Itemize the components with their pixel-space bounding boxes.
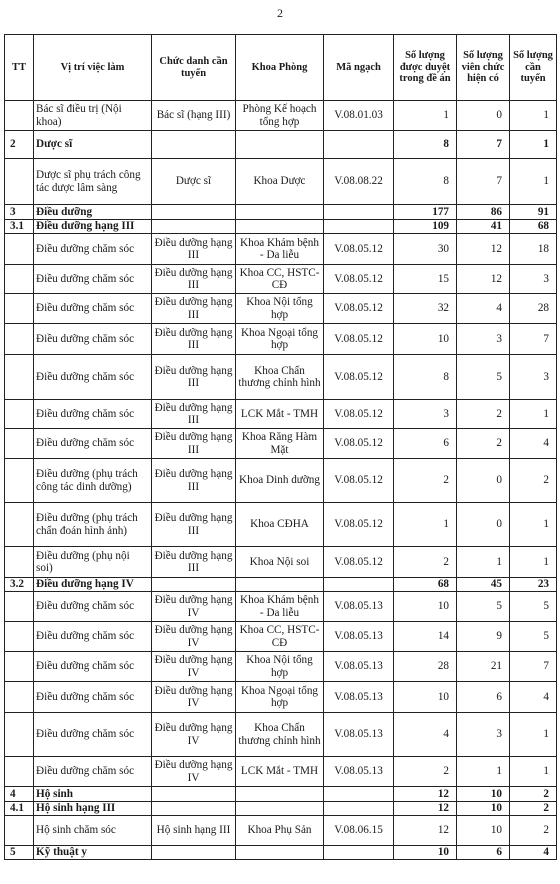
cell-tt bbox=[5, 159, 34, 205]
cell-title: Điều dưỡng hạng III bbox=[152, 265, 236, 294]
cell-current: 7 bbox=[457, 159, 510, 205]
cell-code: V.08.06.15 bbox=[324, 816, 394, 846]
cell-recruit: 1 bbox=[510, 713, 557, 757]
table-row bbox=[5, 622, 557, 652]
cell-current: 45 bbox=[457, 578, 510, 592]
table-row bbox=[5, 816, 557, 846]
cell-tt bbox=[5, 592, 34, 622]
cell-department: LCK Mắt - TMH bbox=[236, 757, 324, 787]
cell-title: Điều dưỡng hạng IV bbox=[152, 713, 236, 757]
cell-approved: 12 bbox=[394, 802, 457, 816]
table-row bbox=[5, 459, 557, 503]
cell-current: 3 bbox=[457, 713, 510, 757]
cell-tt bbox=[5, 429, 34, 459]
cell-department: Khoa Khám bệnh - Da liễu bbox=[236, 592, 324, 622]
cell-approved: 2 bbox=[394, 757, 457, 787]
cell-department: Khoa CC, HSTC-CĐ bbox=[236, 265, 324, 294]
cell-code bbox=[324, 846, 394, 860]
cell-code bbox=[324, 131, 394, 159]
cell-recruit: 23 bbox=[510, 578, 557, 592]
cell-department bbox=[236, 802, 324, 816]
cell-approved: 32 bbox=[394, 294, 457, 324]
cell-position: Bác sĩ điều trị (Nội khoa) bbox=[34, 101, 152, 131]
cell-tt bbox=[5, 355, 34, 400]
cell-recruit: 5 bbox=[510, 592, 557, 622]
cell-department: Khoa Chấn thương chỉnh hình bbox=[236, 355, 324, 400]
cell-tt: 3.1 bbox=[5, 220, 34, 234]
cell-approved: 1 bbox=[394, 503, 457, 547]
cell-code bbox=[324, 787, 394, 802]
cell-current: 41 bbox=[457, 220, 510, 234]
cell-tt bbox=[5, 682, 34, 713]
cell-title bbox=[152, 205, 236, 220]
cell-tt: 4.1 bbox=[5, 802, 34, 816]
cell-code: V.08.05.13 bbox=[324, 652, 394, 682]
table-header-row bbox=[5, 35, 557, 101]
cell-recruit: 1 bbox=[510, 547, 557, 578]
cell-code: V.08.05.12 bbox=[324, 503, 394, 547]
cell-tt bbox=[5, 265, 34, 294]
cell-title bbox=[152, 131, 236, 159]
table-row bbox=[5, 355, 557, 400]
cell-current: 2 bbox=[457, 429, 510, 459]
table-body bbox=[5, 101, 557, 860]
cell-tt bbox=[5, 547, 34, 578]
cell-current: 6 bbox=[457, 682, 510, 713]
table-row bbox=[5, 101, 557, 131]
table-row bbox=[5, 159, 557, 205]
cell-position: Điều dưỡng chăm sóc bbox=[34, 429, 152, 459]
cell-position: Hộ sinh hạng III bbox=[34, 802, 152, 816]
cell-department bbox=[236, 220, 324, 234]
cell-position: Điều dưỡng hạng III bbox=[34, 220, 152, 234]
cell-recruit: 1 bbox=[510, 503, 557, 547]
cell-title: Điều dưỡng hạng III bbox=[152, 503, 236, 547]
table-row bbox=[5, 429, 557, 459]
cell-tt bbox=[5, 101, 34, 131]
cell-current: 10 bbox=[457, 802, 510, 816]
cell-title: Điều dưỡng hạng III bbox=[152, 459, 236, 503]
cell-current: 12 bbox=[457, 265, 510, 294]
cell-current: 1 bbox=[457, 547, 510, 578]
cell-title bbox=[152, 846, 236, 860]
cell-department: Khoa Ngoại tổng hợp bbox=[236, 682, 324, 713]
cell-recruit: 2 bbox=[510, 802, 557, 816]
cell-code bbox=[324, 220, 394, 234]
cell-code: V.08.05.12 bbox=[324, 294, 394, 324]
header-code: Mã ngạch bbox=[324, 35, 394, 101]
cell-recruit: 7 bbox=[510, 652, 557, 682]
cell-current: 3 bbox=[457, 324, 510, 355]
table-row bbox=[5, 294, 557, 324]
cell-approved: 10 bbox=[394, 846, 457, 860]
cell-recruit: 5 bbox=[510, 622, 557, 652]
cell-position: Điều dưỡng (phụ trách chẩn đoán hình ảnh) bbox=[34, 503, 152, 547]
table-row bbox=[5, 265, 557, 294]
cell-position: Điều dưỡng bbox=[34, 205, 152, 220]
cell-position: Hộ sinh chăm sóc bbox=[34, 816, 152, 846]
cell-title: Điều dưỡng hạng IV bbox=[152, 622, 236, 652]
cell-position: Điều dưỡng chăm sóc bbox=[34, 622, 152, 652]
cell-recruit: 1 bbox=[510, 101, 557, 131]
cell-current: 9 bbox=[457, 622, 510, 652]
cell-position: Điều dưỡng hạng IV bbox=[34, 578, 152, 592]
header-approved: Số lượng được duyệt trong đề án bbox=[394, 35, 457, 101]
cell-recruit: 2 bbox=[510, 816, 557, 846]
cell-recruit: 7 bbox=[510, 324, 557, 355]
cell-title: Điều dưỡng hạng III bbox=[152, 355, 236, 400]
cell-tt bbox=[5, 459, 34, 503]
cell-recruit: 1 bbox=[510, 757, 557, 787]
cell-current: 1 bbox=[457, 757, 510, 787]
cell-recruit: 1 bbox=[510, 159, 557, 205]
cell-code bbox=[324, 205, 394, 220]
table-row bbox=[5, 713, 557, 757]
cell-approved: 12 bbox=[394, 787, 457, 802]
cell-current: 12 bbox=[457, 234, 510, 265]
cell-code: V.08.05.12 bbox=[324, 459, 394, 503]
cell-tt bbox=[5, 503, 34, 547]
cell-department bbox=[236, 787, 324, 802]
table-row bbox=[5, 400, 557, 429]
cell-department bbox=[236, 205, 324, 220]
cell-approved: 8 bbox=[394, 355, 457, 400]
cell-title: Bác sĩ (hạng III) bbox=[152, 101, 236, 131]
cell-tt: 4 bbox=[5, 787, 34, 802]
table-row bbox=[5, 757, 557, 787]
cell-tt bbox=[5, 234, 34, 265]
cell-approved: 15 bbox=[394, 265, 457, 294]
cell-title: Điều dưỡng hạng IV bbox=[152, 592, 236, 622]
cell-tt bbox=[5, 816, 34, 846]
table-row bbox=[5, 324, 557, 355]
cell-approved: 177 bbox=[394, 205, 457, 220]
cell-tt: 2 bbox=[5, 131, 34, 159]
cell-current: 0 bbox=[457, 503, 510, 547]
cell-approved: 2 bbox=[394, 547, 457, 578]
cell-department: Khoa Dược bbox=[236, 159, 324, 205]
cell-title bbox=[152, 578, 236, 592]
cell-approved: 109 bbox=[394, 220, 457, 234]
cell-department: Khoa Dinh dưỡng bbox=[236, 459, 324, 503]
cell-recruit: 3 bbox=[510, 355, 557, 400]
cell-tt bbox=[5, 324, 34, 355]
cell-current: 0 bbox=[457, 101, 510, 131]
cell-code bbox=[324, 802, 394, 816]
header-recruit: Số lượng cần tuyển bbox=[510, 35, 557, 101]
table-group-row bbox=[5, 205, 557, 220]
cell-approved: 10 bbox=[394, 592, 457, 622]
cell-position: Điều dưỡng chăm sóc bbox=[34, 294, 152, 324]
cell-code: V.08.05.13 bbox=[324, 713, 394, 757]
cell-title: Điều dưỡng hạng IV bbox=[152, 757, 236, 787]
cell-code bbox=[324, 578, 394, 592]
header-tt: TT bbox=[5, 35, 34, 101]
cell-department: Khoa Khám bệnh - Da liễu bbox=[236, 234, 324, 265]
cell-title: Điều dưỡng hạng III bbox=[152, 400, 236, 429]
cell-approved: 28 bbox=[394, 652, 457, 682]
cell-approved: 4 bbox=[394, 713, 457, 757]
cell-approved: 6 bbox=[394, 429, 457, 459]
cell-title: Điều dưỡng hạng III bbox=[152, 547, 236, 578]
cell-department bbox=[236, 578, 324, 592]
cell-approved: 12 bbox=[394, 816, 457, 846]
cell-tt bbox=[5, 622, 34, 652]
cell-department: Khoa CC, HSTC-CĐ bbox=[236, 622, 324, 652]
cell-code: V.08.05.13 bbox=[324, 682, 394, 713]
cell-code: V.08.05.12 bbox=[324, 234, 394, 265]
cell-department: Phòng Kế hoạch tổng hợp bbox=[236, 101, 324, 131]
staffing-table bbox=[4, 34, 557, 860]
cell-approved: 8 bbox=[394, 131, 457, 159]
cell-current: 10 bbox=[457, 787, 510, 802]
cell-title: Dược sĩ bbox=[152, 159, 236, 205]
cell-recruit: 1 bbox=[510, 400, 557, 429]
cell-department: Khoa Nội tổng hợp bbox=[236, 652, 324, 682]
table-row bbox=[5, 682, 557, 713]
cell-code: V.08.05.13 bbox=[324, 622, 394, 652]
cell-approved: 14 bbox=[394, 622, 457, 652]
cell-approved: 1 bbox=[394, 101, 457, 131]
cell-approved: 68 bbox=[394, 578, 457, 592]
cell-approved: 2 bbox=[394, 459, 457, 503]
table-group-row bbox=[5, 846, 557, 860]
cell-approved: 8 bbox=[394, 159, 457, 205]
cell-code: V.08.05.12 bbox=[324, 355, 394, 400]
cell-current: 86 bbox=[457, 205, 510, 220]
cell-current: 7 bbox=[457, 131, 510, 159]
cell-code: V.08.08.22 bbox=[324, 159, 394, 205]
table-group-row bbox=[5, 802, 557, 816]
cell-code: V.08.05.12 bbox=[324, 400, 394, 429]
cell-recruit: 4 bbox=[510, 682, 557, 713]
cell-approved: 30 bbox=[394, 234, 457, 265]
cell-position: Điều dưỡng chăm sóc bbox=[34, 234, 152, 265]
cell-code: V.08.05.13 bbox=[324, 757, 394, 787]
cell-tt: 5 bbox=[5, 846, 34, 860]
cell-position: Điều dưỡng chăm sóc bbox=[34, 757, 152, 787]
cell-department: Khoa CĐHA bbox=[236, 503, 324, 547]
cell-recruit: 4 bbox=[510, 846, 557, 860]
cell-position: Điều dưỡng (phụ nội soi) bbox=[34, 547, 152, 578]
header-title: Chức danh cần tuyển bbox=[152, 35, 236, 101]
cell-title: Điều dưỡng hạng III bbox=[152, 234, 236, 265]
cell-approved: 10 bbox=[394, 682, 457, 713]
cell-recruit: 18 bbox=[510, 234, 557, 265]
table-row bbox=[5, 547, 557, 578]
cell-current: 5 bbox=[457, 355, 510, 400]
cell-current: 4 bbox=[457, 294, 510, 324]
cell-position: Điều dưỡng chăm sóc bbox=[34, 355, 152, 400]
cell-code: V.08.05.12 bbox=[324, 265, 394, 294]
cell-position: Điều dưỡng chăm sóc bbox=[34, 682, 152, 713]
table-row bbox=[5, 234, 557, 265]
cell-current: 10 bbox=[457, 816, 510, 846]
cell-department: Khoa Nội tổng hợp bbox=[236, 294, 324, 324]
cell-tt bbox=[5, 713, 34, 757]
table-group-row bbox=[5, 578, 557, 592]
cell-tt bbox=[5, 400, 34, 429]
cell-position: Điều dưỡng chăm sóc bbox=[34, 265, 152, 294]
cell-position: Điều dưỡng chăm sóc bbox=[34, 592, 152, 622]
cell-title bbox=[152, 787, 236, 802]
cell-tt: 3.2 bbox=[5, 578, 34, 592]
cell-title: Điều dưỡng hạng III bbox=[152, 294, 236, 324]
cell-code: V.08.05.13 bbox=[324, 592, 394, 622]
cell-recruit: 1 bbox=[510, 131, 557, 159]
cell-department: Khoa Ngoại tổng hợp bbox=[236, 324, 324, 355]
cell-title bbox=[152, 802, 236, 816]
cell-position: Dược sĩ phụ trách công tác dược lâm sàng bbox=[34, 159, 152, 205]
cell-department: Khoa Răng Hàm Mặt bbox=[236, 429, 324, 459]
cell-recruit: 91 bbox=[510, 205, 557, 220]
cell-tt: 3 bbox=[5, 205, 34, 220]
cell-department: Khoa Phụ Sản bbox=[236, 816, 324, 846]
page-number: 2 bbox=[277, 6, 283, 20]
table-row bbox=[5, 592, 557, 622]
cell-approved: 10 bbox=[394, 324, 457, 355]
cell-position: Điều dưỡng chăm sóc bbox=[34, 652, 152, 682]
cell-recruit: 4 bbox=[510, 429, 557, 459]
cell-department: Khoa Chấn thương chỉnh hình bbox=[236, 713, 324, 757]
cell-code: V.08.05.12 bbox=[324, 324, 394, 355]
cell-title: Điều dưỡng hạng III bbox=[152, 324, 236, 355]
header-position: Vị trí việc làm bbox=[34, 35, 152, 101]
cell-recruit: 2 bbox=[510, 787, 557, 802]
cell-tt bbox=[5, 294, 34, 324]
cell-position: Điều dưỡng chăm sóc bbox=[34, 400, 152, 429]
cell-position: Điều dưỡng chăm sóc bbox=[34, 324, 152, 355]
table-group-row bbox=[5, 131, 557, 159]
header-department: Khoa Phòng bbox=[236, 35, 324, 101]
cell-current: 2 bbox=[457, 400, 510, 429]
cell-recruit: 2 bbox=[510, 459, 557, 503]
cell-title: Hộ sinh hạng III bbox=[152, 816, 236, 846]
cell-department bbox=[236, 131, 324, 159]
cell-position: Kỹ thuật y bbox=[34, 846, 152, 860]
cell-tt bbox=[5, 757, 34, 787]
cell-code: V.08.05.12 bbox=[324, 547, 394, 578]
cell-code: V.08.05.12 bbox=[324, 429, 394, 459]
cell-department: Khoa Nội soi bbox=[236, 547, 324, 578]
cell-department bbox=[236, 846, 324, 860]
table-group-row bbox=[5, 787, 557, 802]
header-current: Số lượng viên chức hiện có bbox=[457, 35, 510, 101]
cell-title: Điều dưỡng hạng IV bbox=[152, 652, 236, 682]
cell-recruit: 68 bbox=[510, 220, 557, 234]
cell-position: Điều dưỡng chăm sóc bbox=[34, 713, 152, 757]
cell-title: Điều dưỡng hạng IV bbox=[152, 682, 236, 713]
cell-code: V.08.01.03 bbox=[324, 101, 394, 131]
cell-title: Điều dưỡng hạng III bbox=[152, 429, 236, 459]
cell-current: 0 bbox=[457, 459, 510, 503]
cell-position: Điều dưỡng (phụ trách công tác dinh dưỡng) bbox=[34, 459, 152, 503]
cell-tt bbox=[5, 652, 34, 682]
cell-recruit: 3 bbox=[510, 265, 557, 294]
table-group-row bbox=[5, 220, 557, 234]
cell-position: Hộ sinh bbox=[34, 787, 152, 802]
table-row bbox=[5, 652, 557, 682]
cell-department: LCK Mắt - TMH bbox=[236, 400, 324, 429]
table-row bbox=[5, 503, 557, 547]
cell-recruit: 28 bbox=[510, 294, 557, 324]
cell-title bbox=[152, 220, 236, 234]
cell-current: 6 bbox=[457, 846, 510, 860]
cell-current: 21 bbox=[457, 652, 510, 682]
cell-position: Dược sĩ bbox=[34, 131, 152, 159]
cell-current: 5 bbox=[457, 592, 510, 622]
cell-approved: 3 bbox=[394, 400, 457, 429]
